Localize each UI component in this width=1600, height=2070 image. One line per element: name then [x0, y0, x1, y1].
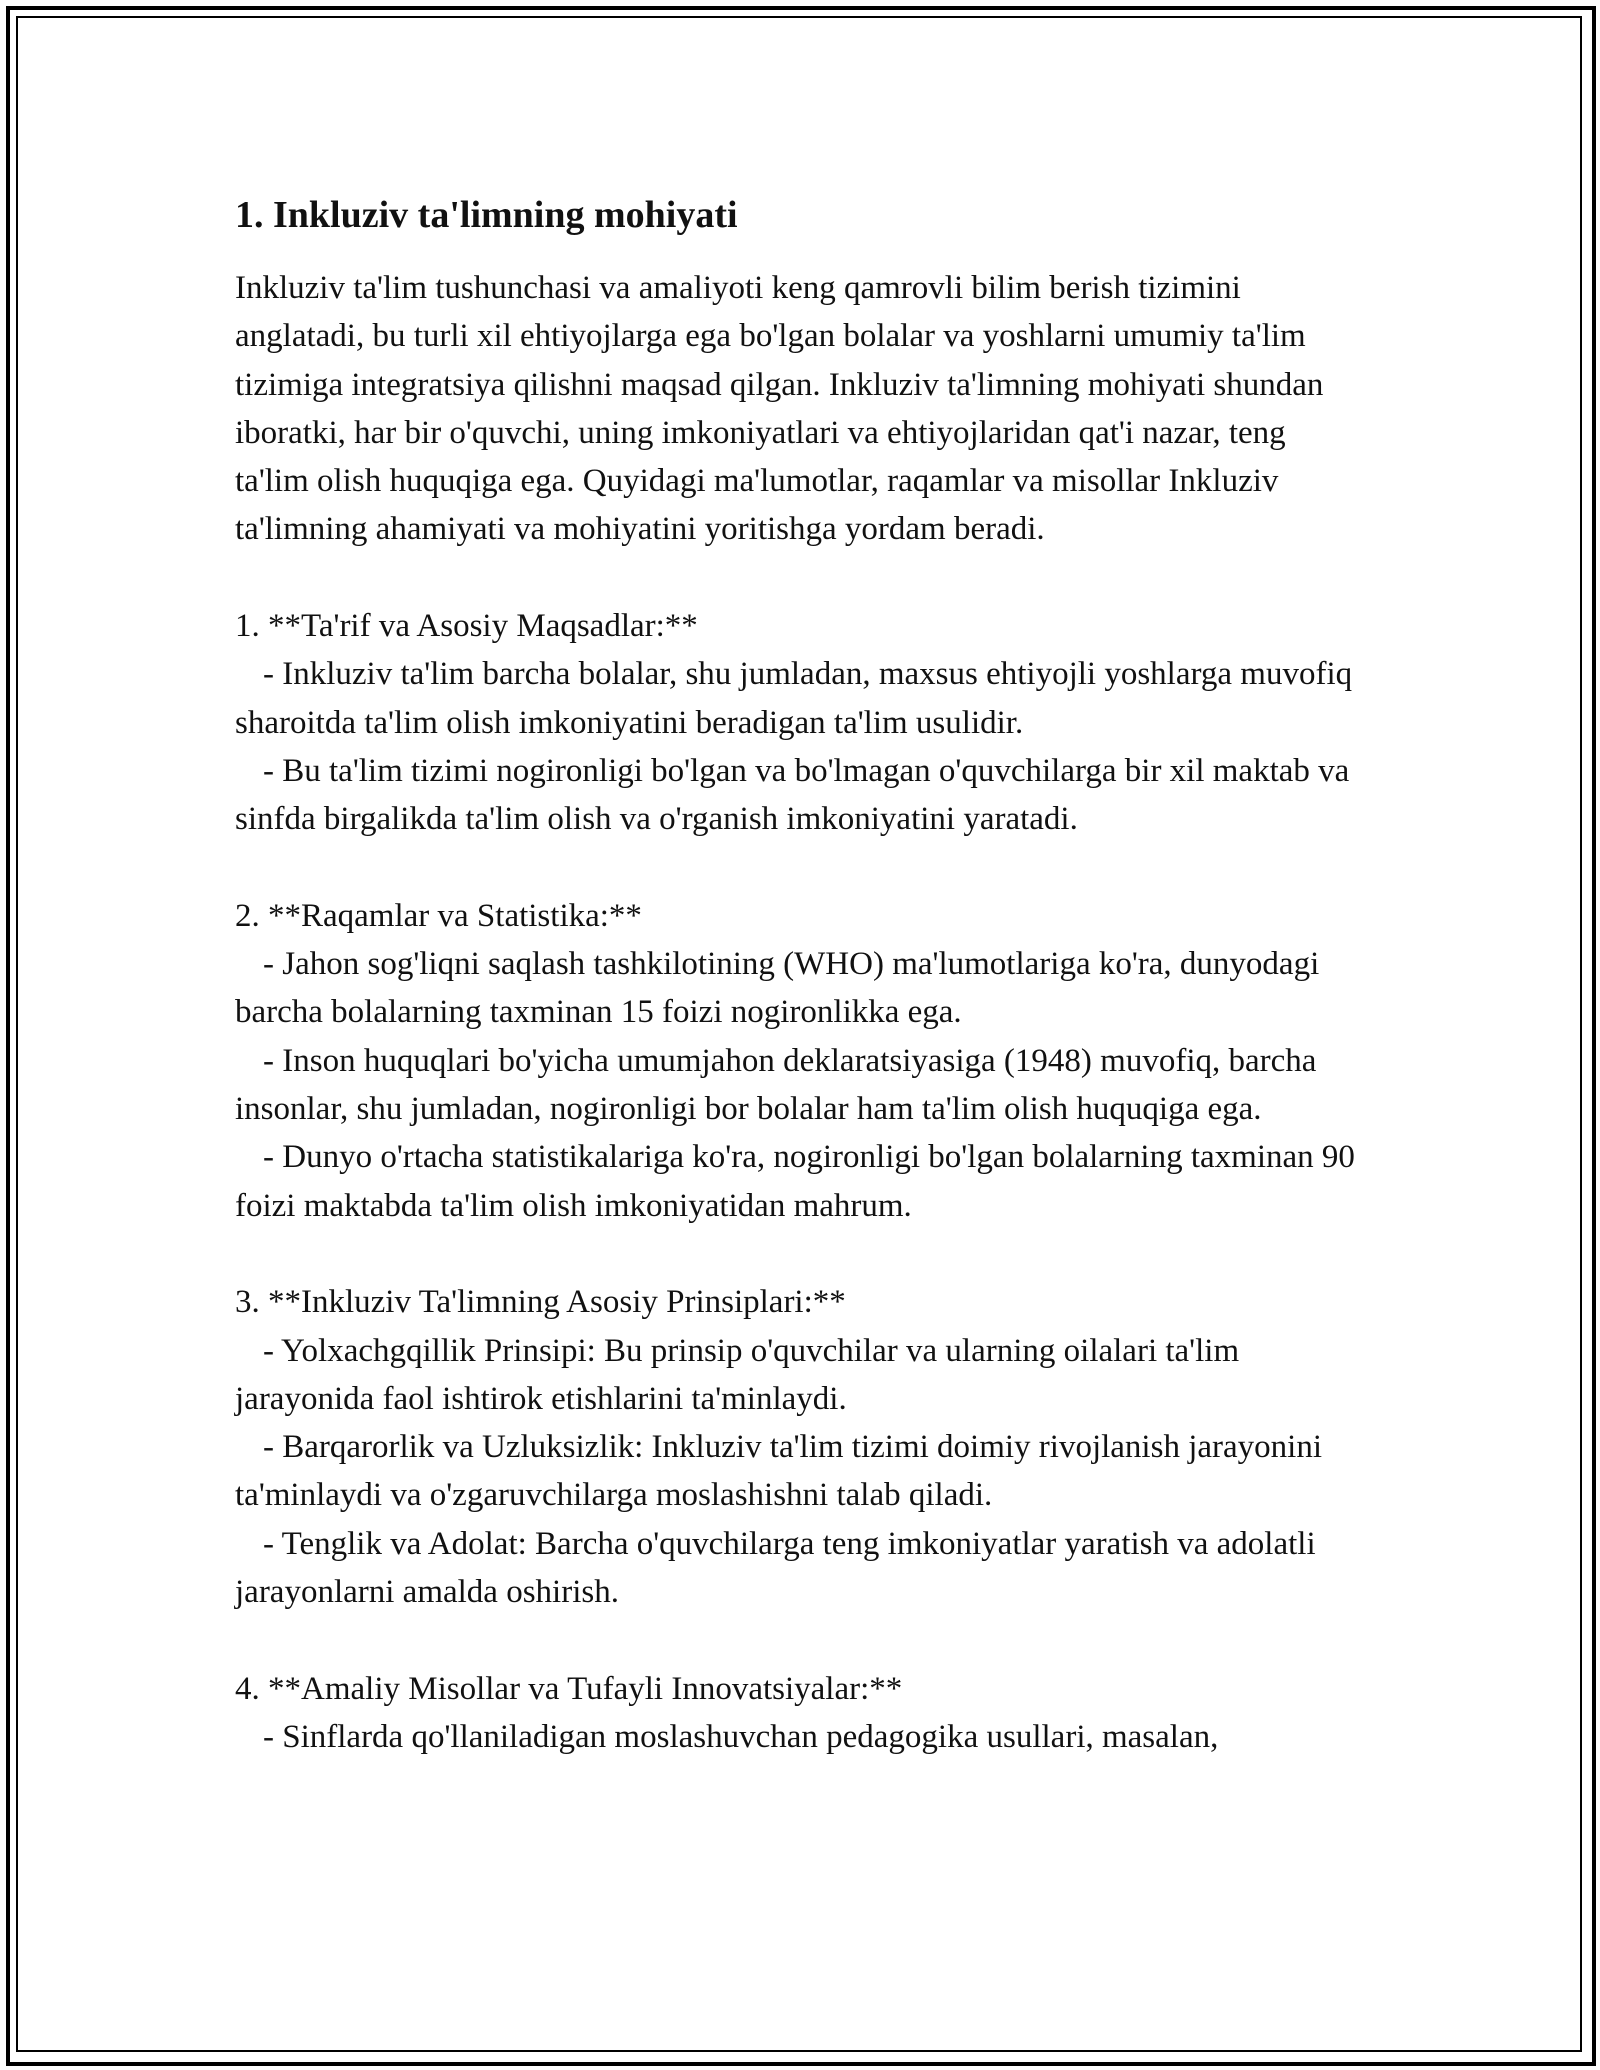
section-heading: 4. **Amaliy Misollar va Tufayli Innovatsiyalar:**: [235, 1670, 903, 1707]
section-examples: [235, 1665, 1365, 1762]
list-item: - Sinflarda qo'llaniladigan moslashuvchan pedagogika usullari, masalan,: [263, 1718, 1219, 1755]
section-heading: 2. **Raqamlar va Statistika:**: [235, 897, 642, 934]
spacer: [235, 1616, 1365, 1664]
section-statistics: [235, 892, 1365, 1230]
list-item: - Yolxachgqillik Prinsipi: Bu prinsip o'quvchilar va ularning oilalari ta'lim jarayonida faol ishtirok etishlarini ta'minlaydi.: [235, 1332, 1240, 1417]
spacer: [235, 844, 1365, 892]
list-item: - Inson huquqlari bo'yicha umumjahon deklaratsiyasiga (1948) muvofiq, barcha insonlar, shu jumladan, nogironligi bor bolalar ham ta'lim olish huquqiga ega.: [235, 1042, 1317, 1128]
list-item: - Tenglik va Adolat: Barcha o'quvchilarga teng imkoniyatlar yaratish va adolatli jarayonlarni amalda oshirish.: [235, 1525, 1316, 1611]
section-heading: 3. **Inkluziv Ta'limning Asosiy Prinsiplari:**: [235, 1284, 846, 1321]
spacer: [235, 554, 1365, 602]
list-item: - Barqarorlik va Uzluksizlik: Inkluziv ta'lim tizimi doimiy rivojlanish jarayonini ta'minlaydi va o'zgaruvchilarga moslashishni talab qiladi.: [235, 1429, 1322, 1514]
document-body: [235, 190, 1365, 1761]
section-heading: 1. **Ta'rif va Asosiy Maqsadlar:**: [235, 608, 698, 645]
section-principles: [235, 1278, 1365, 1616]
intro-paragraph: Inkluziv ta'lim tushunchasi va amaliyoti keng qamrovli bilim berish tizimini anglatadi, bu turli xil ehtiyojlarga ega bo'lgan bolalar va yoshlarni umumiy ta'lim tizimiga integratsiya qilishni maqsad qilgan. Inkluziv ta'limning mohiyati shundan iboratki, har bir o'quvchi, uning imkoniyatlari va ehtiyojlaridan qat'i nazar, teng ta'lim olish huquqiga ega. Quyidagi ma'lumotlar, raqamlar va misollar Inkluziv ta'limning ahamiyati va mohiyatini yoritishga yordam beradi.: [235, 270, 1332, 548]
list-item: - Inkluziv ta'lim barcha bolalar, shu jumladan, maxsus ehtiyojli yoshlarga muvofiq sharoitda ta'lim olish imkoniyatini beradigan ta'lim usulidir.: [235, 656, 1353, 741]
spacer: [235, 1230, 1365, 1278]
list-item: - Jahon sog'liqni saqlash tashkilotining (WHO) ma'lumotlariga ko'ra, dunyodagi barcha bolalarning taxminan 15 foizi nogironlikka ega.: [235, 946, 1320, 1031]
list-item: - Dunyo o'rtacha statistikalariga ko'ra, nogironligi bo'lgan bolalarning taxminan 90 foizi maktabda ta'lim olish imkoniyatidan mahrum.: [235, 1139, 1355, 1224]
section-definition: [235, 602, 1365, 843]
list-item: - Bu ta'lim tizimi nogironligi bo'lgan va bo'lmagan o'quvchilarga bir xil maktab va sinfda birgalikda ta'lim olish va o'rganish imkoniyatini yaratadi.: [235, 752, 1350, 838]
page-title: 1. Inkluziv ta'limning mohiyati: [235, 194, 738, 236]
